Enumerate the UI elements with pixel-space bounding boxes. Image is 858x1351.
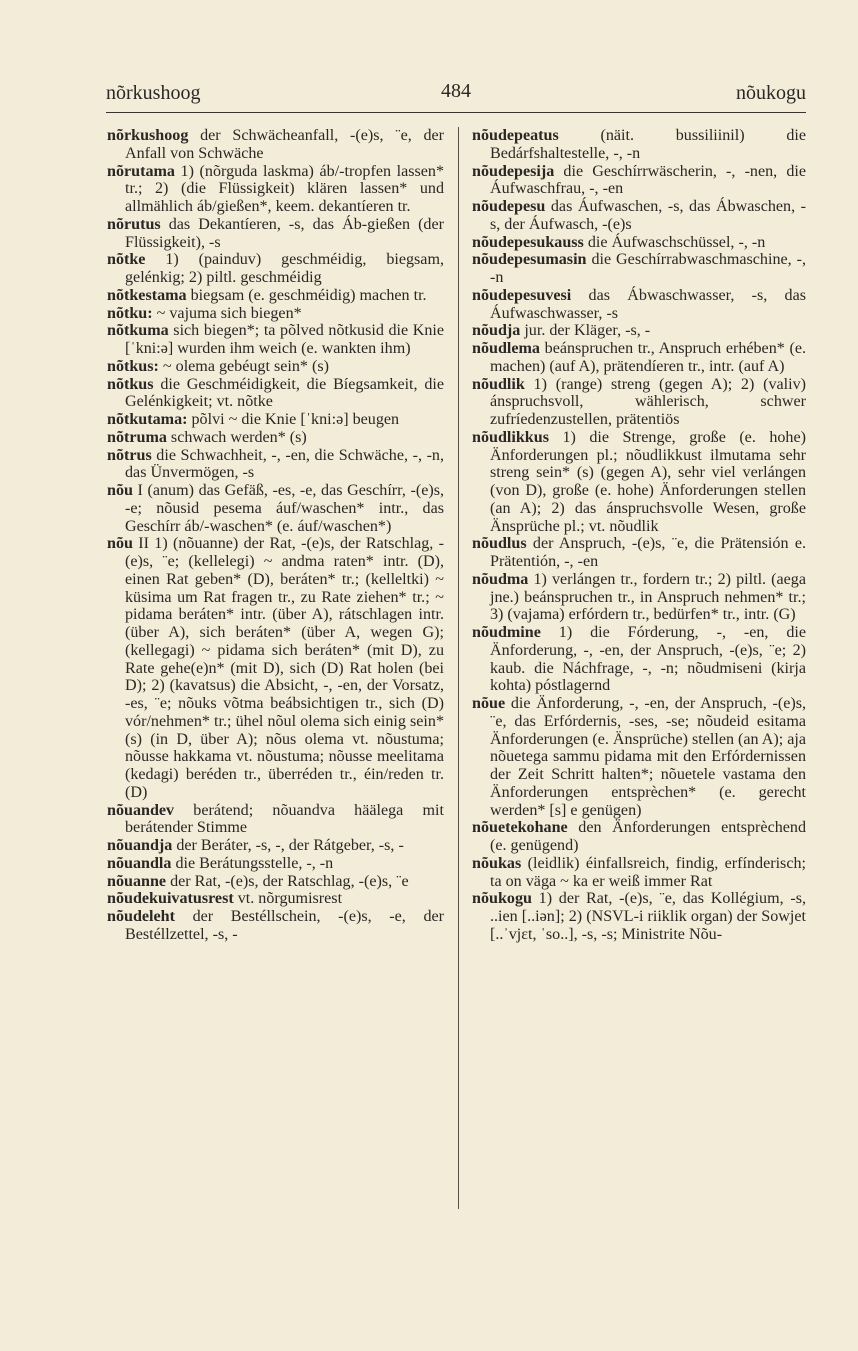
dictionary-entry: nõuetekohane den Änforderungen entsprèchend (e. genügend)	[472, 819, 806, 854]
dictionary-entry: nõuandla die Berátungsstelle, -, -n	[107, 854, 334, 872]
dictionary-entry: nõudja jur. der Kläger, -s, -	[472, 322, 651, 340]
dictionary-entry: nõuandev berátend; nõuandva häälega mit berátender Stimme	[107, 801, 444, 837]
dictionary-entry: nõudlik 1) (range) streng (gegen A); 2) (valiv) ánspruchsvoll, wählerisch, schwer zufríedenzustellen, prätentiös	[472, 375, 806, 428]
dictionary-entry: nõudeleht der Bestéllschein, -(e)s, -e, der Bestéllzettel, -s, -	[107, 908, 444, 943]
dictionary-entry: nõtke 1) (painduv) geschméidig, biegsam, gelénkig; 2) piltl. geschméidig	[107, 251, 444, 286]
dictionary-entry: nõukogu 1) der Rat, -(e)s, ¨e, das Kollégium, -s, ..ien [..iən]; 2) (NSVL-i riiklik organ) der Sowjet [..ˈvjɛt, ˈso..], -s, -s; Ministrite Nõu-	[472, 890, 806, 943]
right-running-headword: nõukogu	[736, 82, 806, 104]
dictionary-entry: nõtrus die Schwachheit, -, -en, die Schwäche, -, -n, das Ünvermögen, -s	[107, 446, 444, 482]
dictionary-entry: nõudmine 1) die Fórderung, -, -en, die Änforderung, -, -en, der Anspruch, -(e)s, ¨e; 2) kaub. die Náchfrage, -, -n; nõudmiseni (kirja kohta) póstlagernd	[472, 624, 806, 695]
dictionary-entry: nõudlus der Anspruch, -(e)s, ¨e, die Prätensión e. Prätentión, -, -en	[472, 535, 806, 570]
dictionary-entry: nõukas (leidlik) éinfallsreich, findig, erfínderisch; ta on väga ~ ka er weiß immer Rat	[472, 854, 806, 890]
dictionary-entry: nõtkus die Geschméidigkeit, die Bíegsamkeit, die Gelénkigkeit; vt. nõtke	[107, 375, 444, 411]
dictionary-entry: nõuandja der Beráter, -s, -, der Rátgeber, -s, -	[107, 837, 404, 854]
dictionary-entry: nõu I (anum) das Gefäß, -es, -e, das Geschírr, -(e)s, -e; nõusid pesema áuf/waschen* intr., das Geschírr áb/-waschen* (e. áuf/waschen*)	[107, 482, 444, 535]
dictionary-entry: nõudepesija die Geschírrwäscherin, -, -nen, die Áufwaschfrau, -, -en	[472, 162, 806, 198]
left-column	[107, 127, 444, 944]
dictionary-entry: nõudepesuvesi das Ábwaschwasser, -s, das Áufwaschwasser, -s	[472, 286, 806, 322]
dictionary-entry: nõrutus das Dekantíeren, -s, das Áb-gießen (der Flüssigkeit), -s	[107, 215, 444, 251]
dictionary-entry: nõu II 1) (nõuanne) der Rat, -(e)s, der Ratschlag, -(e)s, ¨e; (kellelegi) ~ andma raten* intr. (D), einen Rat geben* (D), beráten* tr.; (kelleltki) ~ küsima um Rat fragen tr., zu Rate ziehen* tr.; ~ pidama beráten* intr. (über A), rátschlagen intr. (über A), sich beráten* (über A, wegen G); (kellegagi) ~ pidama sich beráten* (mit D), zu Rate gehe(e)n* (mit D), sich (D) Rat holen (bei D); 2) (kavatsus) die Absicht, -, -en, der Vorsatz, -es, ¨e; nõuks võtma beábsichtigen tr., sich (D) vór/nehmen* tr.; ühel nõul olema sich einig sein* (s) (in D, über A); nõus olema vt. nõustuma; nõusse hakkama vt. nõustuma; nõusse meelitama (kedagi) beréden tr., überréden tr., éin/reden tr. (D)	[107, 535, 444, 801]
dictionary-entry: nõudma 1) verlángen tr., fordern tr.; 2) piltl. (aega jne.) beánspruchen tr., in Anspruch nehmen* tr.; 3) (vajama) erfórdern tr., bedürfen* tr., intr. (G)	[472, 570, 806, 624]
dictionary-entry: nõtkuma sich biegen*; ta põlved nõtkusid die Knie [ˈkni:ə] wurden ihm weich (e. wankten ihm)	[107, 322, 444, 357]
dictionary-entry: nõrutama 1) (nõrguda laskma) áb/-tropfen lassen* tr.; 2) (die Flüssigkeit) klären lassen* und allmählich áb/gießen*, keem. dekantíeren tr.	[107, 162, 444, 215]
page-number: 484	[441, 80, 471, 102]
dictionary-entry: nõtkus: ~ olema gebéugt sein* (s)	[107, 357, 329, 375]
page-header	[106, 78, 806, 113]
dictionary-entry: nõue die Änforderung, -, -en, der Anspruch, -(e)s, ¨e, das Erfórdernis, -ses, -se; nõudeid esitama Änforderungen (e. Änsprüche) stellen (an A); aja nõuetega sammu pidama mit den Erfórdernissen der Zeit Schritt halten*; nõuetele vastama den Änforderungen entsprèchen* (e. gerecht werden* [s] e genügen)	[472, 695, 806, 819]
dictionary-entry: nõudepesukauss die Áufwaschschüssel, -, -n	[472, 233, 766, 251]
column-divider	[458, 127, 459, 1209]
right-column	[472, 127, 806, 944]
dictionary-entry: nõtku: ~ vajuma sich biegen*	[107, 304, 302, 322]
dictionary-entry: nõudlikkus 1) die Strenge, große (e. hohe) Änforderungen pl.; nõudlikkust ilmutama sehr streng sein* (s) (gegen A), sehr viel verlángen (von D), große (e. hohe) Änforderungen stellen (an A); 2) das ánspruchsvolle Wesen, große Änsprüche pl.; vt. nõudlik	[472, 428, 806, 535]
left-running-headword: nõrkushoog	[106, 82, 201, 104]
dictionary-entry: nõuanne der Rat, -(e)s, der Ratschlag, -(e)s, ¨e	[107, 872, 409, 890]
dictionary-entry: nõudepeatus (näit. bussiliinil) die Bedárfshaltestelle, -, -n	[472, 127, 806, 162]
dictionary-entry: nõudekuivatusrest vt. nõrgumisrest	[107, 890, 343, 908]
dictionary-entry: nõtkestama biegsam (e. geschméidig) machen tr.	[107, 286, 427, 304]
dictionary-entry: nõudepesu das Áufwaschen, -s, das Ábwaschen, -s, der Áufwasch, -(e)s	[472, 198, 806, 233]
dictionary-entry: nõudlema beánspruchen tr., Anspruch erhében* (e. machen) (auf A), prätendíeren tr., intr. (auf A)	[472, 340, 806, 375]
dictionary-entry: nõtruma schwach werden* (s)	[107, 428, 307, 446]
dictionary-entry: nõtkutama: põlvi ~ die Knie [ˈkni:ə] beugen	[107, 411, 400, 428]
dictionary-entry: nõrkushoog der Schwächeanfall, -(e)s, ¨e, der Anfall von Schwäche	[107, 127, 444, 162]
dictionary-entry: nõudepesumasin die Geschírrabwaschmaschine, -, -n	[472, 251, 806, 286]
